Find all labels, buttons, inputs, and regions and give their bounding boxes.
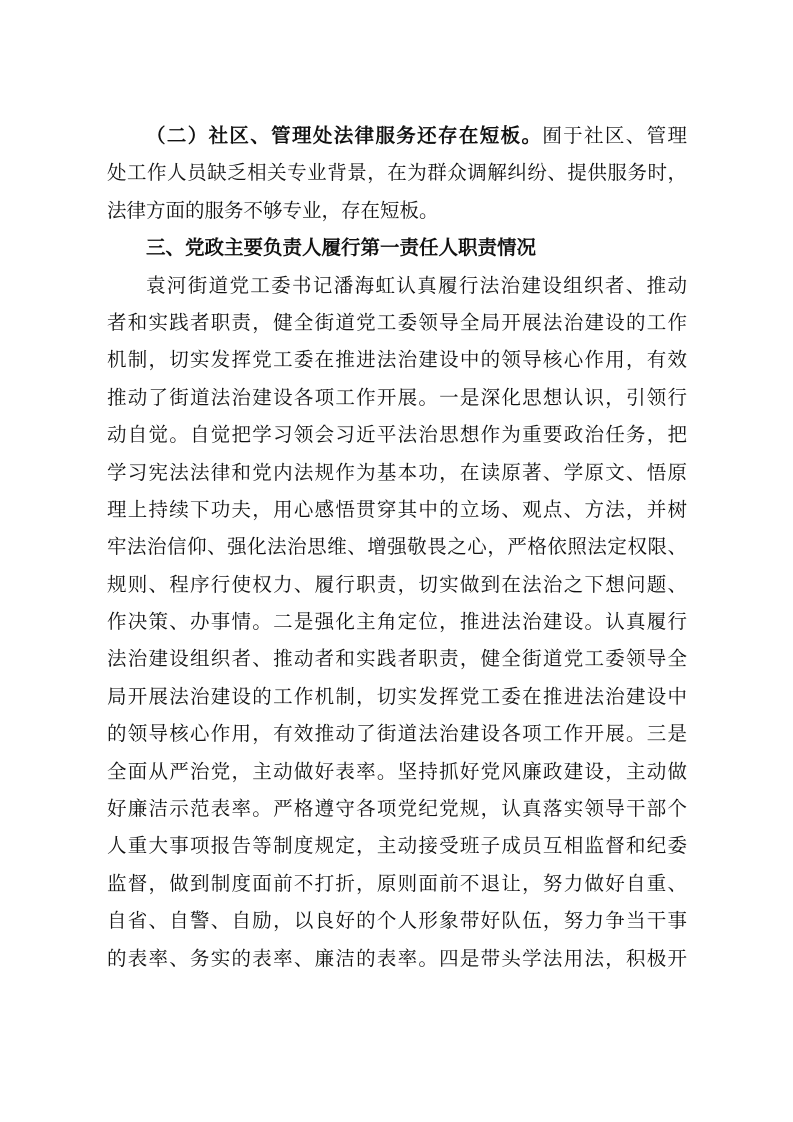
paragraph-line: 自省、自警、自励，以良好的个人形象带好队伍，努力争当干事 [107,909,687,933]
paragraph-line: 的表率、务实的表率、廉洁的表率。四是带头学法用法，积极开 [107,946,687,970]
paragraph-line: 法治建设组织者、推动者和实践者职责，健全街道党工委领导全 [107,647,687,671]
paragraph-line: 者和实践者职责，健全街道党工委领导全局开展法治建设的工作 [107,310,687,334]
paragraph-line: 监督，做到制度面前不打折，原则面前不退让，努力做好自重、 [107,871,687,895]
paragraph-line: 理上持续下功夫，用心感悟贯穿其中的立场、观点、方法，并树 [107,497,687,521]
document-body [107,117,687,977]
paragraph-line: 推动了街道法治建设各项工作开展。一是深化思想认识，引领行 [107,385,687,409]
paragraph-line: 全面从严治党，主动做好表率。坚持抓好党风廉政建设，主动做 [107,759,687,783]
paragraph-line: 法律方面的服务不够专业，存在短板。 [107,198,439,222]
paragraph-line: 机制，切实发挥党工委在推进法治建设中的领导核心作用，有效 [107,348,687,372]
paragraph-line: 人重大事项报告等制度规定，主动接受班子成员互相监督和纪委 [107,834,687,858]
paragraph-line: 牢法治信仰、强化法治思维、增强敬畏之心，严格依照法定权限、 [107,535,687,559]
paragraph-line: 动自觉。自觉把学习领会习近平法治思想作为重要政治任务，把 [107,423,687,447]
section-three-heading: 三、党政主要负责人履行第一责任人职责情况 [146,236,537,260]
paragraph-line: 学习宪法法律和党内法规作为基本功，在读原著、学原文、悟原 [107,460,687,484]
paragraph-line: 局开展法治建设的工作机制，切实发挥党工委在推进法治建设中 [107,684,687,708]
paragraph-line: 作决策、办事情。二是强化主角定位，推进法治建设。认真履行 [107,610,687,634]
paragraph-line: 好廉洁示范表率。严格遵守各项党纪党规，认真落实领导干部个 [107,797,687,821]
paragraph-line: 袁河街道党工委书记潘海虹认真履行法治建设组织者、推动 [146,273,687,297]
section-two-heading: （二）社区、管理处法律服务还存在短板。 [146,124,543,147]
paragraph-line: 规则、程序行使权力、履行职责，切实做到在法治之下想问题、 [107,572,687,596]
paragraph-line: 的领导核心作用，有效推动了街道法治建设各项工作开展。三是 [107,722,687,746]
section-two-text: 囿于社区、管理 [542,124,687,147]
paragraph-line: 处工作人员缺乏相关专业背景，在为群众调解纠纷、提供服务时， [107,161,687,185]
section-two-first-line [107,117,687,154]
